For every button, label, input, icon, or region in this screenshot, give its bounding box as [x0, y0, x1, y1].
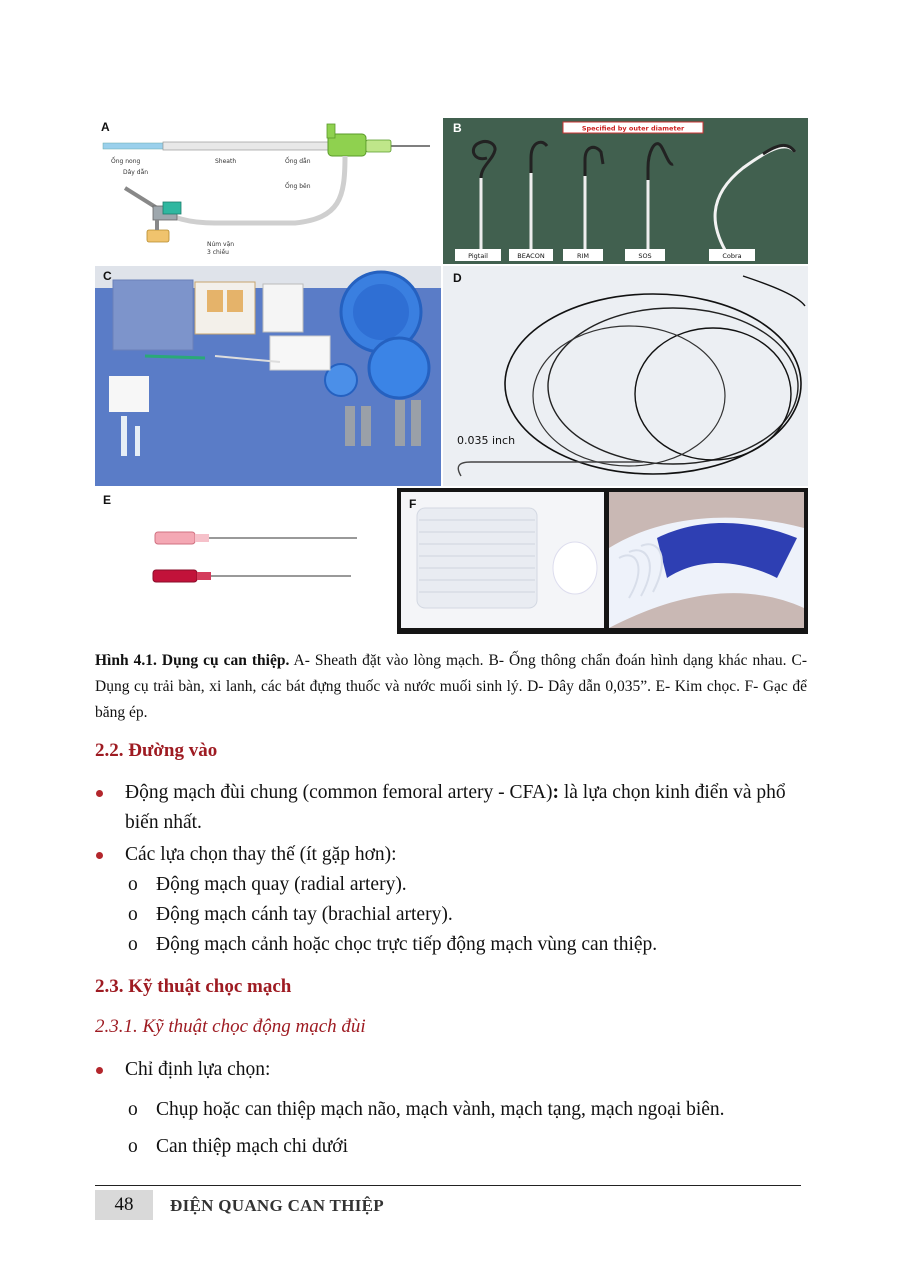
figure-panel-a: [95, 118, 440, 266]
bullet-dot: [96, 852, 103, 859]
guidewire-photo: [443, 266, 808, 486]
bullet-text-cfa: Động mạch đùi chung (common femoral artery - CFA): [125, 782, 553, 803]
sub-item-text: Động mạch cánh tay (brachial artery).: [156, 904, 453, 925]
footer-divider: [95, 1185, 801, 1186]
sub-marker: o: [128, 934, 138, 955]
list-item: [125, 1055, 815, 1085]
catheter-label-pigtail: Pigtail: [468, 252, 488, 260]
page-number: 48: [95, 1190, 153, 1220]
catheter-label-sos: SOS: [638, 252, 652, 260]
bullet-text-alternatives: Các lựa chọn thay thế (ít gặp hơn):: [125, 844, 397, 865]
figure-caption: [95, 648, 807, 726]
sub-item-text: Can thiệp mạch chi dưới: [156, 1136, 349, 1157]
subsection-heading-2-3-1: 2.3.1. Kỹ thuật chọc động mạch đùi: [95, 1016, 366, 1037]
sub-list-item: [128, 870, 407, 900]
label-day-dan: Dây dẫn: [123, 169, 149, 176]
sub-list-item: [128, 900, 453, 930]
label-num-van: Núm vặn: [207, 241, 235, 248]
instrument-table-photo: [95, 266, 441, 486]
caption-title: Hình 4.1. Dụng cụ can thiệp.: [95, 652, 290, 669]
sub-marker: o: [128, 1136, 138, 1157]
catheter-label-beacon: BEACON: [517, 252, 545, 260]
list-item: [125, 840, 815, 870]
bullet-colon: :: [552, 782, 559, 803]
sheath-illustration: [95, 118, 440, 266]
label-ong-dan: Ống dẫn: [285, 158, 311, 165]
panel-a-letter: A: [101, 120, 110, 134]
figure-panel-b: [443, 118, 808, 264]
panel-b-letter: B: [453, 121, 462, 135]
running-footer-title: ĐIỆN QUANG CAN THIỆP: [170, 1196, 384, 1215]
panel-d-letter: D: [453, 271, 462, 285]
sub-list-item: [128, 1132, 348, 1162]
figure-panel-f: [397, 488, 808, 634]
banner-outer-diameter: Specified by outer diameter: [581, 124, 685, 133]
sub-list-item: [128, 930, 657, 960]
compression-bandage-photo: [397, 488, 808, 634]
bullet-dot: [96, 790, 103, 797]
guidewire-size-note: 0.035 inch: [457, 434, 516, 447]
label-ong-nong: Ống nong: [111, 158, 141, 165]
sub-marker: o: [128, 874, 138, 895]
sub-marker: o: [128, 1099, 138, 1120]
panel-e-letter: E: [103, 493, 112, 507]
figure-panel-e: [95, 488, 395, 628]
figure-panel-d: [443, 266, 808, 486]
needle-illustration: [95, 488, 395, 628]
panel-f-letter: F: [409, 497, 417, 511]
catheter-label-rim: RIM: [576, 252, 590, 260]
bullet-text-indication: Chỉ định lựa chọn:: [125, 1059, 271, 1080]
panel-c-letter: C: [103, 269, 112, 283]
catheters-photo: [443, 118, 808, 264]
sub-item-text: Động mạch cảnh hoặc chọc trực tiếp động mạch vùng can thiệp.: [156, 934, 658, 955]
bullet-dot: [96, 1067, 103, 1074]
sub-item-text: Chụp hoặc can thiệp mạch não, mạch vành, mạch tạng, mạch ngoại biên.: [156, 1099, 725, 1120]
sub-marker: o: [128, 904, 138, 925]
section-heading-2-2: 2.2. Đường vào: [95, 740, 218, 761]
figure-panel-c: [95, 266, 441, 486]
label-ong-ben: Ống bên: [285, 183, 311, 190]
section-heading-2-3: 2.3. Kỹ thuật chọc mạch: [95, 976, 292, 997]
label-3-chieu: 3 chiều: [207, 249, 229, 256]
caption-text: A- Sheath đặt vào lòng mạch. B- Ống thông chẩn đoán hình dạng khác nhau. C- Dụng cụ trải bàn, xi lanh, các bát đựng thuốc và nước muối sinh lý. D- Dây dẫn 0,035”. E- Kim chọc. F- Gạc để băng ép.: [95, 652, 807, 721]
label-sheath: Sheath: [215, 158, 237, 165]
bullet-text-cfa-rest: là lựa chọn kinh điển và phổ biến nhất.: [125, 782, 786, 833]
sub-item-text: Động mạch quay (radial artery).: [156, 874, 407, 895]
sub-list-item: [128, 1095, 725, 1125]
list-item: [125, 778, 815, 838]
catheter-label-cobra: Cobra: [722, 252, 742, 260]
